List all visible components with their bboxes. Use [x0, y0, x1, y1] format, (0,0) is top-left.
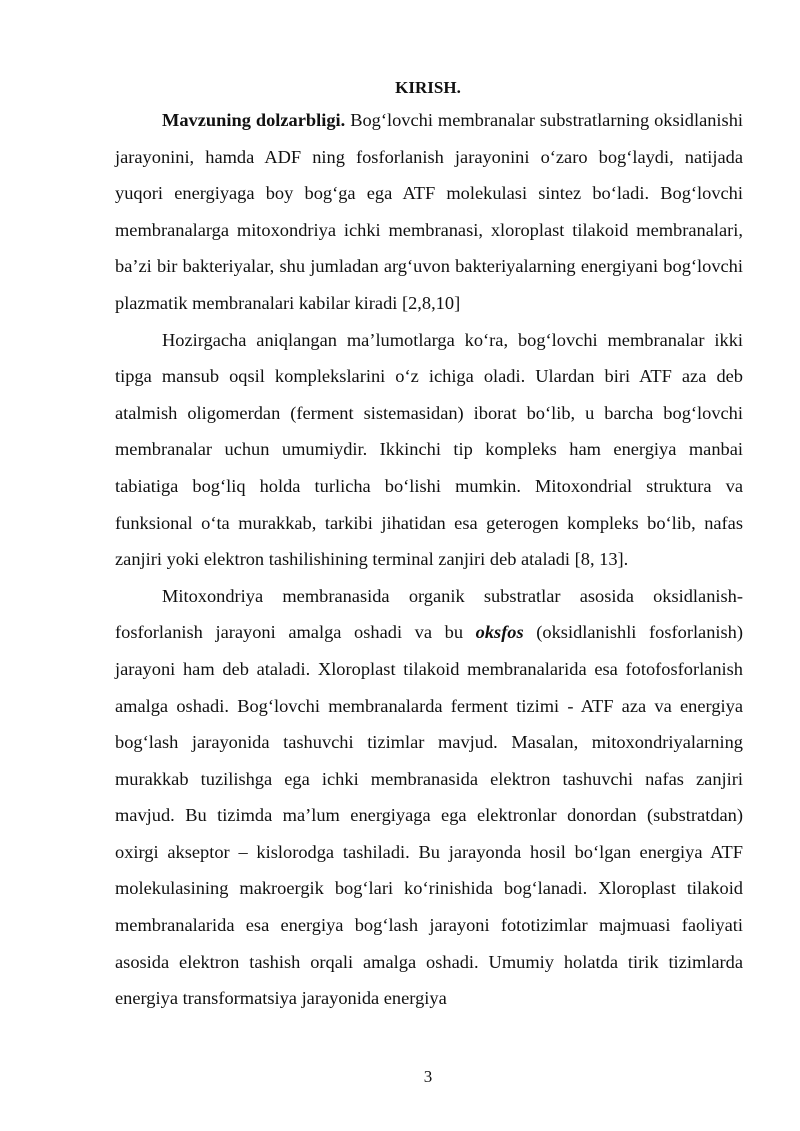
paragraph-1: [115, 102, 743, 322]
paragraph-2: Hozirgacha aniqlangan ma’lumotlarga ko‘ra, bog‘lovchi membranalar ikki tipga mansub oqsil komplekslarini o‘z ichiga oladi. Ulardan biri ATF aza deb atalmish oligomerdan (ferment sistemasidan) iborat bo‘lib, u barcha bog‘lovchi membranalar uchun umumiydir. Ikkinchi tip kompleks ham energiya manbai tabiatiga bog‘liq holda turlicha bo‘lishi mumkin. Mitoxondrial struktura va funksional o‘ta murakkab, tarkibi jihatidan esa geterogen kompleks bo‘lib, nafas zanjiri yoki elektron tashilishining terminal zanjiri deb ataladi [8, 13].: [115, 329, 743, 570]
page-number: 3: [423, 1067, 433, 1086]
paragraph-lead: Mavzuning dolzarbligi.: [162, 110, 346, 130]
paragraph-3-text-after: (oksidlanishli fosforlanish) jarayoni ham deb ataladi. Xloroplast tilakoid membranalarida esa fotofosforlanish amalga oshadi. Bog‘lovchi membranalarda ferment tizimi - ATF aza va energiya bog‘lash jarayonida tashuvchi tizimlar mavjud. Masalan, mitoxondriyalarning murakkab tuzilishga ega ichki membranasida elektron tashuvchi nafas zanjiri mavjud. Bu tizimda ma’lum energiyaga ega elektronlar donordan (substratdan) oxirgi akseptor – kislorodga tashiladi. Bu jarayonda hosil bo‘lgan energiya ATF molekulasining makroergik bog‘lari ko‘rinishida bog‘lanadi. Xloroplast tilakoid membranalarida esa energiya bog‘lash jarayoni fototizimlar majmuasi faoliyati asosida elektron tashish orqali amalga oshadi. Umumiy holatda tirik tizimlarda energiya transformatsiya jarayonida energiya: [115, 622, 743, 1009]
paragraph-3: [115, 578, 743, 1017]
paragraph-3-text-before: Mitoxondriya membranasida organik substratlar asosida oksidlanish-fosforlanish jarayoni amalga oshadi va bu: [115, 585, 743, 643]
paragraph-1-text: Bog‘lovchi membranalar substratlarning oksidlanishi jarayonini, hamda ADF ning fosforlanish jarayonini o‘zaro bog‘laydi, natijada yuqori energiyaga boy bog‘ga ega ATF molekulasi sintez bo‘ladi. Bog‘lovchi membranalarga mitoxondriya ichki membranasi, xloroplast tilakoid membranalari, ba’zi bir bakteriyalar, shu jumladan arg‘uvon bakteriyalarning energiyani bog‘lovchi plazmatik membranalari kabilar kiradi [2,8,10]: [115, 110, 744, 313]
body-text: [115, 102, 743, 1017]
section-heading: KIRISH.: [395, 78, 461, 97]
emphasized-term: oksfos: [475, 622, 524, 643]
